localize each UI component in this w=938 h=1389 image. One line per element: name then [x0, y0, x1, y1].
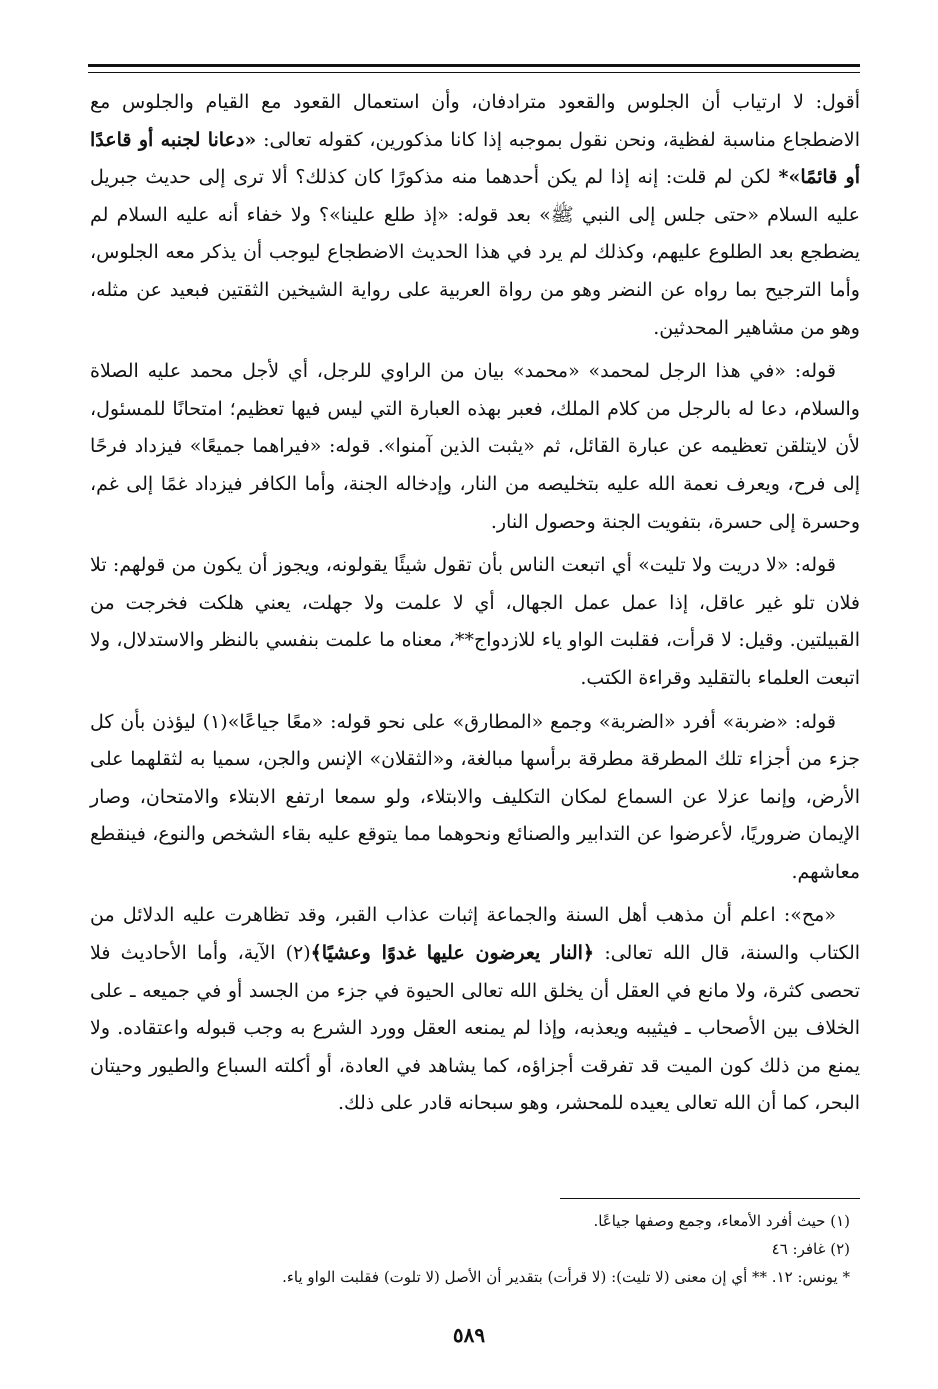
paragraph-4	[90, 704, 860, 892]
header-rule-thick	[88, 64, 860, 67]
paragraph-1-text-a: أقول: لا ارتياب أن الجلوس والقعود مترادفان، وأن استعمال القعود مع القيام والجلوس مع الاضطجاع مناسبة لفظية، ونحن نقول بموجبه إذا كانا مذكورين، كقوله تعالى:	[90, 91, 861, 151]
paragraph-5-quran-quote: ﴿النار يعرضون عليها غدوًا وعشيًا﴾	[310, 942, 595, 965]
footnote-3: * يونس: ١٢. ** أي إن معنى (لا تليت): (لا قرأت) بتقدير أن الأصل (لا تلوت) فقلبت الواو ياء.	[282, 1268, 850, 1286]
footnote-separator	[560, 1198, 860, 1199]
paragraph-5-text-b: (٢) الآية، وأما الأحاديث فلا تحصى كثرة، ولا مانع في العقل أن يخلق الله تعالى الحيوة في جزء من الجسد أو في جميعه ـ على الخلاف بين الأصحاب ـ فيثيبه ويعذبه، وإذا لم يمنعه العقل وورد الشرع به وجب قبوله واعتقاده. ولا يمنع من ذلك كون الميت قد تفرقت أجزاؤه، كما يشاهد في العادة، أو أكلته السباع والطيور وحيتان البحر، كما أن الله تعالى يعيده للمحشر، وهو سبحانه قادر على ذلك.	[90, 942, 860, 1115]
paragraph-1-quran-quote: «دعانا لجنبه أو قاعدًا أو قائمًا»*	[90, 128, 860, 189]
main-text	[90, 84, 860, 1129]
footnote-2: (٢) غافر: ٤٦	[771, 1240, 850, 1258]
footnote-1: (١) حيث أفرد الأمعاء، وجمع وصفها جياعًا.	[593, 1212, 850, 1230]
paragraph-2	[90, 353, 860, 541]
paragraph-5	[90, 897, 860, 1123]
paragraph-1	[90, 84, 860, 347]
paragraph-5-text-a: «مح»: اعلم أن مذهب أهل السنة والجماعة إثبات عذاب القبر، وقد تظاهرت عليه الدلائل من الكتاب والسنة، قال الله تعالى:	[90, 904, 861, 965]
paragraph-4-text: قوله: «ضربة» أفرد «الضربة» وجمع «المطارق» على نحو قوله: «معًا جياعًا»(١) ليؤذن بأن كل جزء من أجزاء تلك المطرقة مطرقة برأسها مبالغة، و«الثقلان» الإنس والجن، سميا به لثقلهما على الأرض، وإنما عزلا عن السماع لمكان التكليف والابتلاء، ولو سمعا ارتفع الابتلاء والامتحان، وصار الإيمان ضروريًا، لأعرضوا عن التدابير والصنائع ونحوهما مما يتوقع عليه بقاء الشخص والنوع، فينقطع معاشهم.	[90, 710, 860, 883]
header-rule-thin	[88, 72, 860, 73]
paragraph-3	[90, 547, 860, 697]
paragraph-1-text-b: لكن لم قلت: إنه إذا لم يكن أحدهما منه مذكورًا كان كذلك؟ ألا ترى إلى حديث جبريل عليه السلام «حتى جلس إلى النبي ﷺ» بعد قوله: «إذ طلع علينا»؟ ولا خفاء أنه عليه السلام لم يضطجع بعد الطلوع عليهم، وكذلك لم يرد في هذا الحديث الاضطجاع ليوجب أن يذكر معه الجلوس، وأما الترجيح بما رواه عن النضر وهو من رواة العربية على رواية الشيخين الثقتين فبعيد عن مثله، وهو من مشاهير المحدثين.	[90, 166, 860, 339]
page-number: ٥٨٩	[452, 1323, 486, 1347]
paragraph-3-text: قوله: «لا دريت ولا تليت» أي اتبعت الناس بأن تقول شيئًا يقولونه، ويجوز أن يكون من قولهم: تلا فلان تلو غير عاقل، إذا عمل عمل الجهال، أي لا علمت ولا جهلت، يعني هلكت فخرجت من القبيلتين. وقيل: لا قرأت، فقلبت الواو ياء للازدواج**، معناه ما علمت بنفسي بالنظر والاستدلال، ولا اتبعت العلماء بالتقليد وقراءة الكتب.	[90, 554, 860, 689]
paragraph-2-text: قوله: «في هذا الرجل لمحمد» «محمد» بيان من الراوي للرجل، أي لأجل محمد عليه الصلاة والسلام، دعا له بالرجل من كلام الملك، فعبر بهذه العبارة التي ليس فيها تعظيم؛ امتحانًا للمسئول، لأن لايتلقن تعظيمه عن عبارة القائل، ثم «يثبت الذين آمنوا». قوله: «فيراهما جميعًا» فيزداد فرحًا إلى فرح، ويعرف نعمة الله عليه بتخليصه من النار، وإدخاله الجنة، وأما الكافر فيزداد غمًا إلى غم، وحسرة إلى حسرة، بتفويت الجنة وحصول النار.	[90, 360, 860, 533]
footnotes	[90, 1207, 850, 1291]
